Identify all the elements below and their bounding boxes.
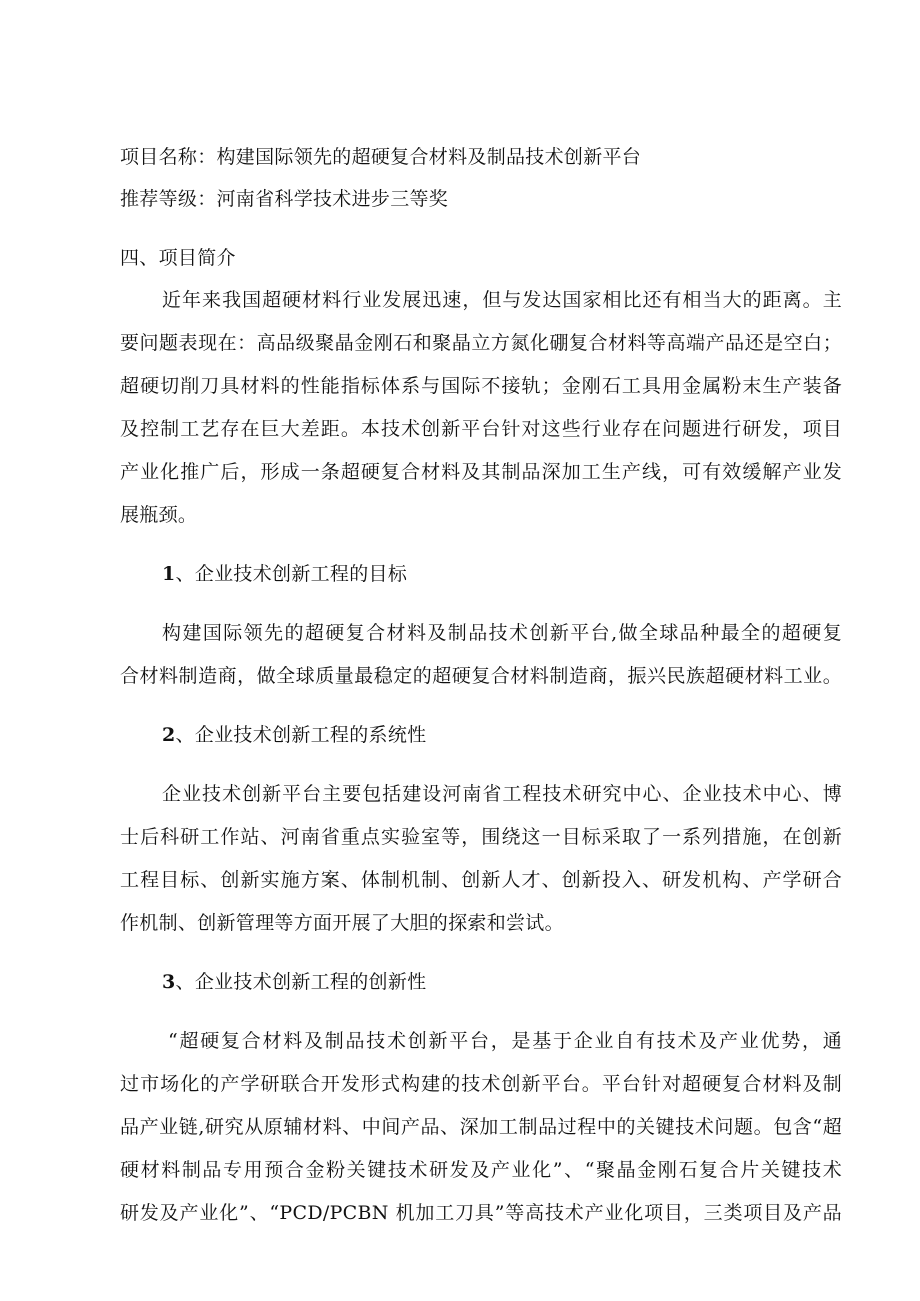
intro-line-1: 近年来我国超硬材料行业发展迅速，但与发达国家相比还有相当大的距离。主 — [162, 289, 842, 311]
innovation-line-5: 研发及产业化”、“PCD/PCBN 机加工刀具”等高技术产业化项目，三类项目及产品 — [120, 1202, 842, 1224]
heading-innovation — [162, 969, 426, 995]
goal-line-1: 构建国际领先的超硬复合材料及制品技术创新平台,做全球品种最全的超硬复 — [162, 622, 842, 644]
heading-system-number: 2 — [162, 724, 176, 746]
heading-innovation-text: 、企业技术创新工程的创新性 — [175, 971, 427, 993]
heading-goal — [162, 561, 407, 587]
innovation-line-3: 品产业链,研究从原辅材料、中间产品、深加工制品过程中的关键技术问题。包含“超 — [120, 1116, 842, 1138]
system-line-4: 作机制、创新管理等方面开展了大胆的探索和尝试。 — [120, 912, 564, 934]
system-line-2: 士后科研工作站、河南省重点实验室等，围绕这一目标采取了一系列措施，在创新 — [120, 826, 842, 848]
heading-innovation-number: 3 — [162, 971, 176, 993]
innovation-line-4: 硬材料制品专用预合金粉关键技术研发及产业化”、“聚晶金刚石复合片关键技术 — [120, 1159, 842, 1181]
recommend-grade-line: 推荐等级：河南省科学技术进步三等奖 — [120, 188, 449, 210]
intro-line-3: 超硬切削刀具材料的性能指标体系与国际不接轨；金刚石工具用金属粉末生产装备 — [120, 375, 842, 397]
heading-system-text: 、企业技术创新工程的系统性 — [175, 724, 427, 746]
system-line-1: 企业技术创新平台主要包括建设河南省工程技术研究中心、企业技术中心、博 — [162, 783, 842, 805]
project-name-line: 项目名称：构建国际领先的超硬复合材料及制品技术创新平台 — [120, 146, 642, 168]
heading-system — [162, 722, 426, 748]
heading-goal-text: 、企业技术创新工程的目标 — [175, 563, 408, 585]
intro-line-6: 展瓶颈。 — [120, 504, 198, 526]
section-title: 四、项目简介 — [120, 247, 236, 269]
innovation-line-1: “超硬复合材料及制品技术创新平台，是基于企业自有技术及产业优势，通 — [168, 1030, 842, 1052]
intro-line-2: 要问题表现在：高品级聚晶金刚石和聚晶立方氮化硼复合材料等高端产品还是空白； — [120, 332, 842, 354]
system-line-3: 工程目标、创新实施方案、体制机制、创新人才、创新投入、研发机构、产学研合 — [120, 869, 842, 891]
goal-line-2: 合材料制造商，做全球质量最稳定的超硬复合材料制造商，振兴民族超硬材料工业。 — [120, 665, 842, 687]
intro-line-4: 及控制工艺存在巨大差距。本技术创新平台针对这些行业存在问题进行研发，项目 — [120, 418, 842, 440]
intro-line-5: 产业化推广后，形成一条超硬复合材料及其制品深加工生产线，可有效缓解产业发 — [120, 461, 842, 483]
innovation-line-2: 过市场化的产学研联合开发形式构建的技术创新平台。平台针对超硬复合材料及制 — [120, 1073, 842, 1095]
heading-goal-number: 1 — [162, 563, 176, 585]
